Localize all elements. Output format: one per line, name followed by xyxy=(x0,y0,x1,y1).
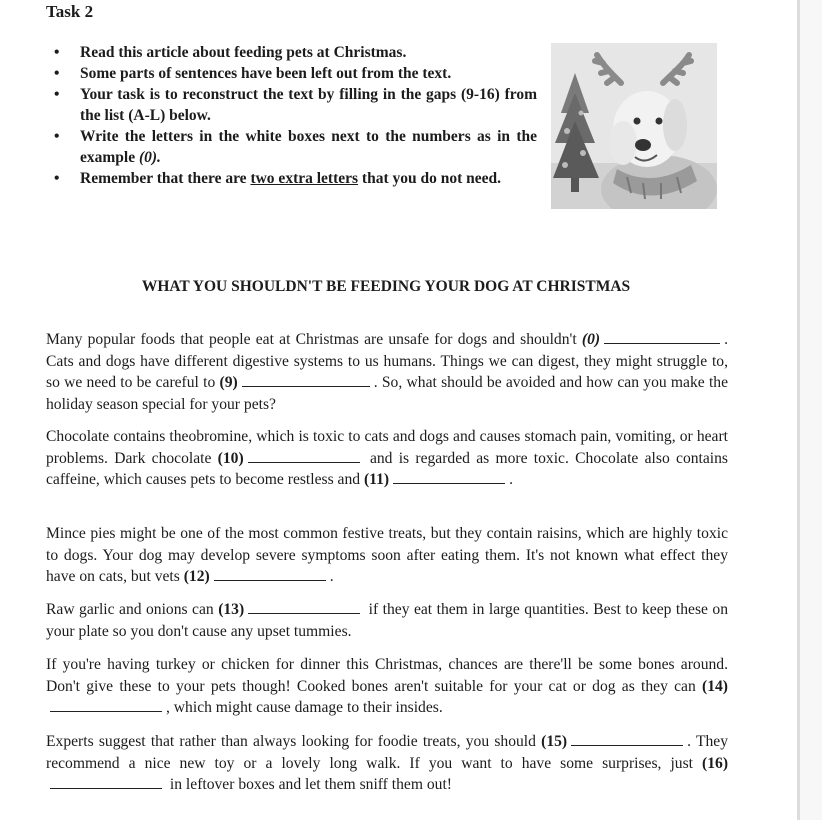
instruction-text: that you do not need. xyxy=(358,170,501,187)
paragraph-3 xyxy=(46,523,728,588)
paragraph-text: Mince pies might be one of the most common festive treats, but they contain raisins, which are highly toxic to dogs. Your dog may develop severe symptoms soon after eating them. It's not known what effect they have on cats, but vets xyxy=(46,525,728,585)
instruction-item xyxy=(52,126,537,168)
paragraph-text: Raw garlic and onions can xyxy=(46,601,214,618)
gap-11-number: (11) xyxy=(363,471,390,488)
paragraph-4 xyxy=(46,599,728,642)
paragraph-text: . They recommend a nice new toy or a lovely long walk. If you want to have some surprises, just xyxy=(46,733,728,772)
instruction-text: Remember that there are xyxy=(80,170,251,187)
instruction-item xyxy=(52,84,537,126)
paragraph-text: . Cats and dogs have different digestive systems to us humans. Things we can digest, they might struggle to, so we need to be careful to xyxy=(46,331,728,391)
paragraph-text: , which might cause damage to their insides. xyxy=(166,699,443,716)
gap-11-blank xyxy=(393,471,505,484)
paragraph-text: . xyxy=(329,568,334,585)
paragraph-text: Chocolate contains theobromine, which is toxic to cats and dogs and causes stomach pain, vomiting, or heart problems. Dark chocolate xyxy=(46,428,728,467)
paragraph-text: if they eat them in large quantities. Best to keep these on your plate so you don't cause any upset tummies. xyxy=(46,601,729,640)
paragraph-2 xyxy=(46,426,728,491)
gap-10-number: (10) xyxy=(217,449,244,467)
paragraph-text: Many popular foods that people eat at Christmas are unsafe for dogs and shouldn't xyxy=(46,331,577,348)
extra-letters-underlined: two extra letters xyxy=(250,170,359,187)
task-title: Task 2 xyxy=(46,2,94,21)
paragraph-5 xyxy=(46,654,728,719)
instruction-item xyxy=(52,63,537,84)
gap-16-blank xyxy=(50,776,162,789)
gap-13-blank xyxy=(248,601,360,614)
paragraph-text: . So, what should be avoided and how can you make the holiday season special for your pets? xyxy=(46,374,728,413)
article-title: WHAT YOU SHOULDN'T BE FEEDING YOUR DOG AT CHRISTMAS xyxy=(141,278,631,295)
paragraph-text: Experts suggest that rather than always looking for foodie treats, you should xyxy=(46,733,536,750)
gap-0-blank xyxy=(604,331,720,344)
paragraph-text: If you're having turkey or chicken for dinner this Christmas, chances are there'll be some bones around. Don't give these to your pets though! Cooked bones aren't suitable for your cat or dog as they can xyxy=(46,656,728,695)
gap-9-number: (9) xyxy=(219,374,238,391)
instruction-text: Write the letters in the white boxes next to the numbers as in the example xyxy=(80,128,537,166)
gap-12-number: (12) xyxy=(183,568,210,585)
instruction-text: Some parts of sentences have been left out from the text. xyxy=(80,65,452,82)
paragraph-text: in leftover boxes and let them sniff them out! xyxy=(169,776,452,793)
gap-10-blank xyxy=(248,450,360,463)
dog-with-antlers-photo xyxy=(551,43,717,209)
paragraph-1 xyxy=(46,329,728,415)
gap-9-blank xyxy=(242,374,370,387)
gap-14-number: (14) xyxy=(702,677,728,695)
instruction-item xyxy=(52,168,537,189)
gap-16-number: (16) xyxy=(702,754,729,772)
instruction-text: Read this article about feeding pets at Christmas. xyxy=(80,44,407,61)
instructions-list xyxy=(52,42,537,189)
example-ref: (0). xyxy=(138,149,161,166)
paragraph-6 xyxy=(46,731,728,796)
gap-13-number: (13) xyxy=(218,601,245,618)
instruction-text: Your task is to reconstruct the text by filling in the gaps (9-16) from the list (A-L) below. xyxy=(80,86,537,124)
paragraph-text: . xyxy=(509,471,514,488)
page-margin xyxy=(800,0,822,820)
gap-15-blank xyxy=(571,733,683,746)
paragraph-text: and is regarded as more toxic. Chocolate also contains caffeine, which causes pets to become restless and xyxy=(46,449,728,488)
gap-12-blank xyxy=(214,568,326,581)
gap-14-blank xyxy=(50,699,162,712)
gap-0-number: (0) xyxy=(581,331,601,348)
instruction-item xyxy=(52,42,537,63)
gap-15-number: (15) xyxy=(541,733,568,750)
